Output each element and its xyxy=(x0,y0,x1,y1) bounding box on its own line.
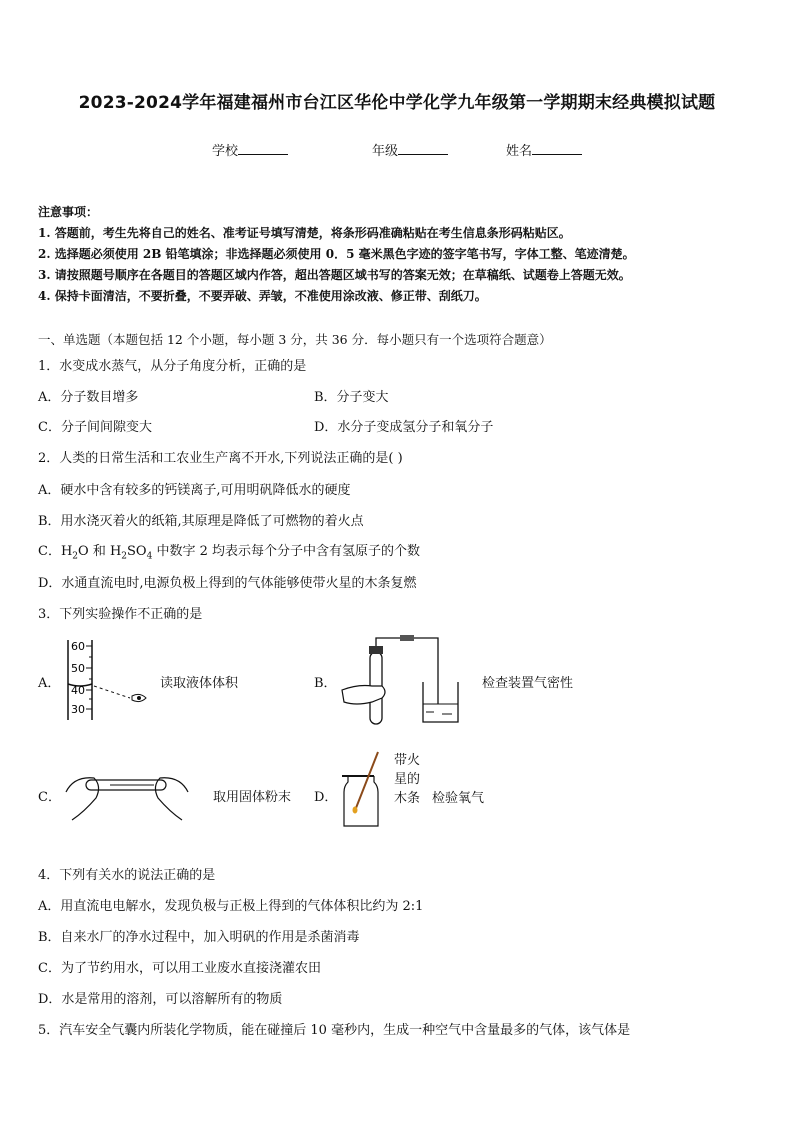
q1-option-b: B．分子变大 xyxy=(314,390,389,405)
name-blank[interactable] xyxy=(532,142,582,155)
q1-stem: 1．水变成水蒸气，从分子角度分析，正确的是 xyxy=(38,359,307,374)
name-field[interactable] xyxy=(506,140,582,159)
tick-label: 50 xyxy=(71,662,85,675)
airtight-check-figure xyxy=(338,632,468,728)
q3-option-c-letter: C． xyxy=(38,790,61,805)
q3-stem: 3．下列实验操作不正确的是 xyxy=(38,607,203,622)
q1-option-d: D．水分子变成氢分子和氧分子 xyxy=(314,420,494,435)
school-field[interactable] xyxy=(212,140,288,159)
tick-label: 40 xyxy=(71,684,85,697)
q1-option-c: C．分子间间隙变大 xyxy=(38,420,152,435)
q2-option-c: C．$H_2O$ 和 $H_2SO_4$ 中数字 2 均表示每个分子中含有氢原子的个数 xyxy=(38,544,421,562)
oxygen-test-figure xyxy=(338,748,394,830)
q4-option-c: C．为了节约用水，可以用工业废水直接浇灌农田 xyxy=(38,961,321,976)
stick-label-line: 星的 xyxy=(394,772,421,787)
q4-option-d: D．水是常用的溶剂，可以溶解所有的物质 xyxy=(38,992,283,1007)
tick-label: 60 xyxy=(71,640,85,653)
name-label: 姓名 xyxy=(506,144,533,159)
notes-heading: 注意事项： xyxy=(38,205,99,219)
q1-option-a: A．分子数目增多 xyxy=(38,390,139,405)
q3-option-c-label: 取用固体粉末 xyxy=(213,790,292,805)
q5-stem: 5．汽车安全气囊内所装化学物质，能在碰撞后 10 毫秒内，生成一种空气中含量最多的气体，该气体是 xyxy=(38,1023,631,1038)
tick-label: 30 xyxy=(71,703,85,716)
q4-stem: 4．下列有关水的说法正确的是 xyxy=(38,868,216,883)
grade-field[interactable] xyxy=(372,140,448,159)
q2-option-b: B．用水浇灭着火的纸箱,其原理是降低了可燃物的着火点 xyxy=(38,514,364,529)
stick-label-line: 木条 xyxy=(394,791,421,806)
q3-option-a-label: 读取液体体积 xyxy=(160,676,239,691)
grade-label: 年级 xyxy=(372,144,399,159)
q4-option-a: A．用直流电电解水，发现负极与正极上得到的气体体积比约为 2:1 xyxy=(38,899,424,914)
q2-option-a: A．硬水中含有较多的钙镁离子,可用明矾降低水的硬度 xyxy=(38,483,351,498)
q2-option-d: D．水通直流电时,电源负极上得到的气体能够使带火星的木条复燃 xyxy=(38,576,417,591)
q3-option-d-label: 检验氧气 xyxy=(432,791,485,806)
stick-label-line: 带火 xyxy=(394,753,421,768)
note-item: 3. 请按照题号顺序在各题目的答题区域内作答，超出答题区域书写的答案无效；在草稿纸、试题卷上答题无效。 xyxy=(38,268,631,282)
q2-stem: 2．人类的日常生活和工农业生产离不开水,下列说法正确的是( ) xyxy=(38,451,403,466)
page-title: 2023-2024学年福建福州市台江区华伦中学化学九年级第一学期期末经典模拟试题 xyxy=(78,93,716,113)
note-item: 2. 选择题必须使用 2B 铅笔填涂；非选择题必须使用 0．5 毫米黑色字迹的签字笔书写，字体工整、笔迹清楚。 xyxy=(38,247,635,261)
q3-option-a-letter: A． xyxy=(38,676,61,691)
q3-option-d-letter: D． xyxy=(314,790,338,805)
school-label: 学校 xyxy=(212,144,239,159)
q3-option-b-label: 检查装置气密性 xyxy=(482,676,574,691)
school-blank[interactable] xyxy=(238,142,288,155)
section-heading: 一、单选题（本题包括 12 个小题，每小题 3 分，共 36 分．每小题只有一个选项符合题意） xyxy=(38,332,552,347)
solid-powder-figure xyxy=(64,762,190,824)
note-item: 1. 答题前，考生先将自己的姓名、准考证号填写清楚，将条形码准确粘贴在考生信息条形码粘贴区。 xyxy=(38,226,571,240)
graduated-cylinder-figure xyxy=(62,636,157,724)
grade-blank[interactable] xyxy=(398,142,448,155)
q4-option-b: B．自来水厂的净水过程中，加入明矾的作用是杀菌消毒 xyxy=(38,930,360,945)
note-item: 4. 保持卡面清洁，不要折叠，不要弄破、弄皱，不准使用涂改液、修正带、刮纸刀。 xyxy=(38,289,487,303)
q3-option-b-letter: B． xyxy=(314,676,337,691)
